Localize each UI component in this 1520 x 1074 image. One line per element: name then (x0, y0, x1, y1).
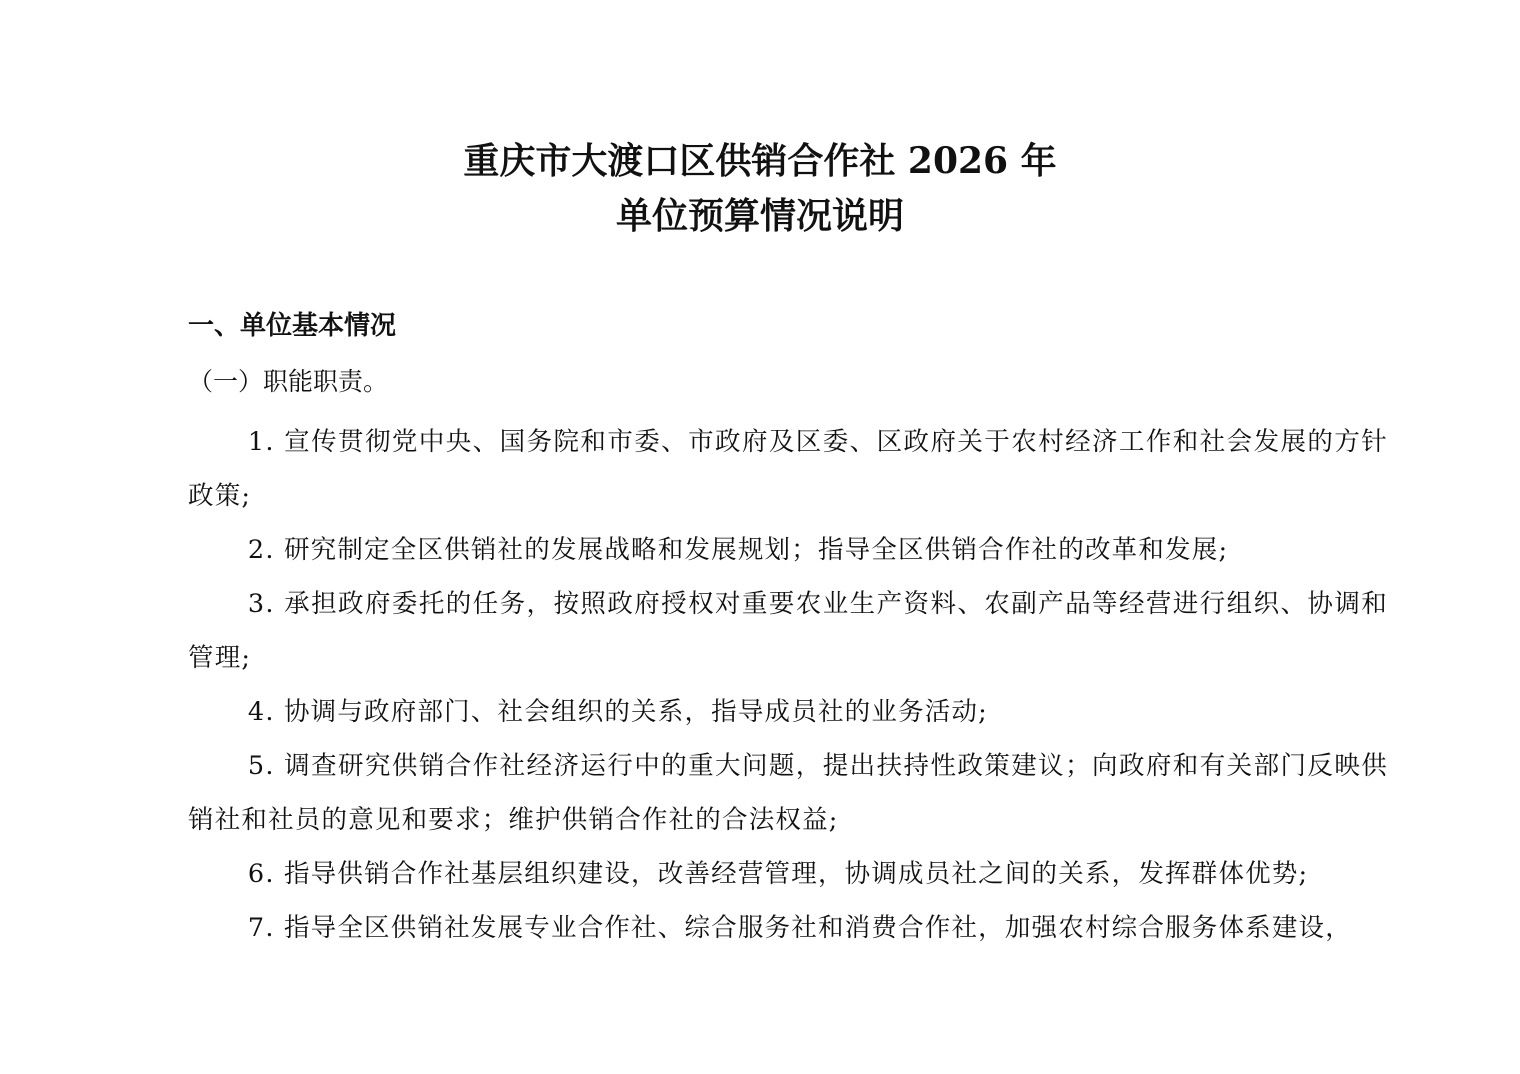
paragraph-1: 1. 宣传贯彻党中央、国务院和市委、市政府及区委、区政府关于农村经济工作和社会发展的方针政策; (188, 427, 1388, 511)
paragraph-2: 2. 研究制定全区供销社的发展战略和发展规划；指导全区供销合作社的改革和发展; (247, 535, 1229, 565)
paragraph-3: 3. 承担政府委托的任务，按照政府授权对重要农业生产资料、农副产品等经营进行组织、协调和管理; (188, 589, 1388, 673)
document-body (188, 415, 1388, 955)
section-heading: 一、单位基本情况 (188, 311, 397, 341)
sub-heading: （一）职能职责。 (188, 367, 389, 396)
paragraph-4: 4. 协调与政府部门、社会组织的关系，指导成员社的业务活动; (247, 697, 988, 727)
paragraph-6: 6. 指导供销合作社基层组织建设，改善经营管理，协调成员社之间的关系，发挥群体优势; (247, 859, 1309, 889)
document-title-line-2: 单位预算情况说明 (615, 195, 904, 237)
paragraph-7: 7. 指导全区供销社发展专业合作社、综合服务社和消费合作社，加强农村综合服务体系建设， (247, 913, 1352, 943)
paragraph-5: 5. 调查研究供销合作社经济运行中的重大问题，提出扶持性政策建议；向政府和有关部门反映供销社和社员的意见和要求；维护供销合作社的合法权益; (188, 751, 1388, 835)
document-title-line-1: 重庆市大渡口区供销合作社 2026 年 (463, 140, 1057, 182)
